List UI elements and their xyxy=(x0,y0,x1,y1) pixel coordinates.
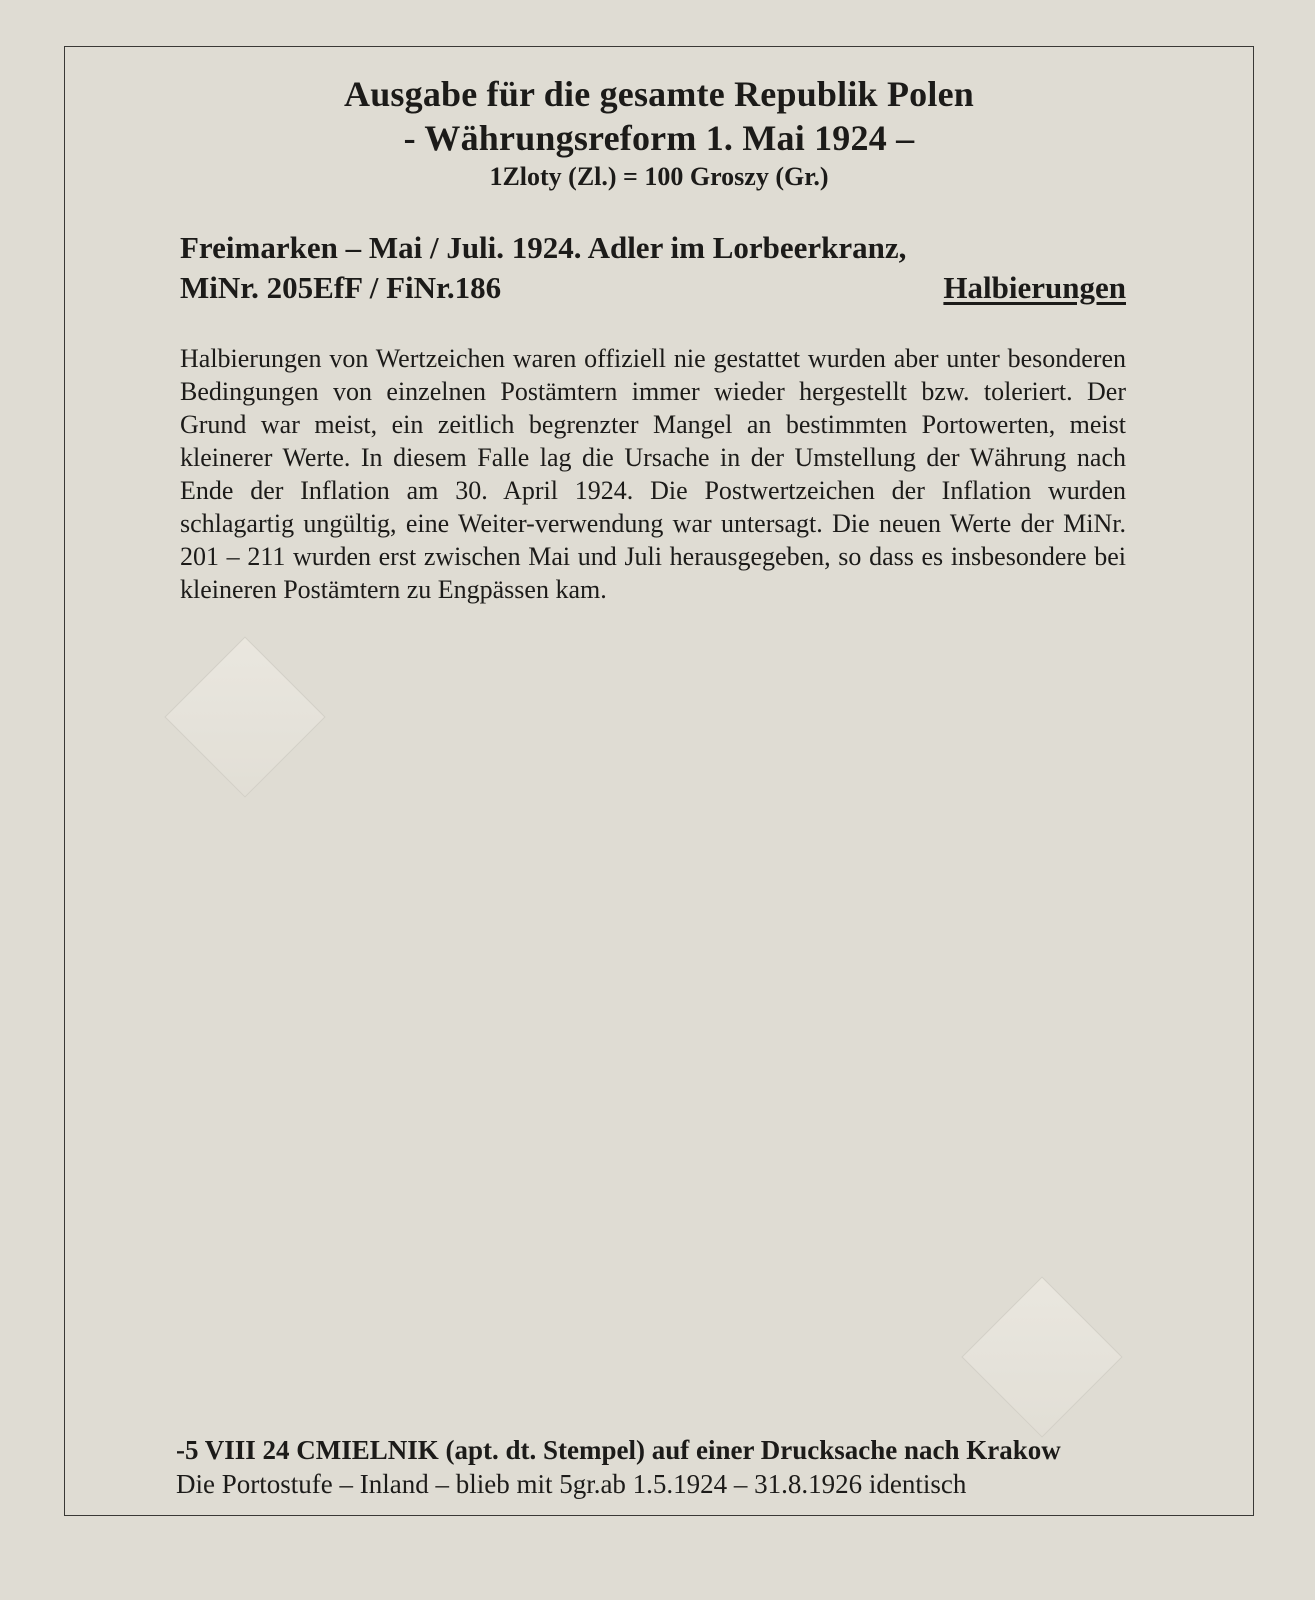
page-title: Ausgabe für die gesamte Republik Polen xyxy=(344,74,974,114)
postmark-caption: -5 VIII 24 CMIELNIK (apt. dt. Stempel) auf einer Drucksache nach Krakow xyxy=(176,1435,1061,1465)
topic-label: Halbierungen xyxy=(943,270,1126,305)
issue-catalog-row xyxy=(180,268,1126,308)
issue-description: Freimarken – Mai / Juli. 1924. Adler im Lorbeerkranz, xyxy=(180,230,907,265)
postage-rate-note: Die Portostufe – Inland – blieb mit 5gr.ab 1.5.1924 – 31.8.1926 identisch xyxy=(176,1469,967,1499)
catalog-numbers: MiNr. 205EfF / FiNr.186 xyxy=(180,270,502,305)
description-paragraph: Halbierungen von Wertzeichen waren offiziell nie gestattet wurden aber unter besonderen Bedingungen von einzelnen Postämtern immer wieder hergestellt bzw. toleriert. Der Grund war meist, ein zeitlich begrenzter Mangel an bestimmten Portowerten, meist kleinerer Werte. In diesem Falle lag die Ursache in der Umstellung der Währung nach Ende der Inflation am 30. April 1924. Die Postwertzeichen der Inflation wurden schlagartig ungültig, eine Weiter-verwendung war untersagt. Die neuen Werte der MiNr. 201 – 211 wurden erst zwischen Mai und Juli herausgegeben, so dass es insbesondere bei kleineren Postämtern zu Engpässen kam. xyxy=(180,344,1126,604)
page-subtitle: - Währungsreform 1. Mai 1924 – xyxy=(403,118,915,158)
page-header xyxy=(64,72,1254,194)
item-caption xyxy=(176,1433,1136,1501)
currency-note: 1Zloty (Zl.) = 100 Groszy (Gr.) xyxy=(489,162,829,191)
issue-heading xyxy=(180,228,1126,308)
